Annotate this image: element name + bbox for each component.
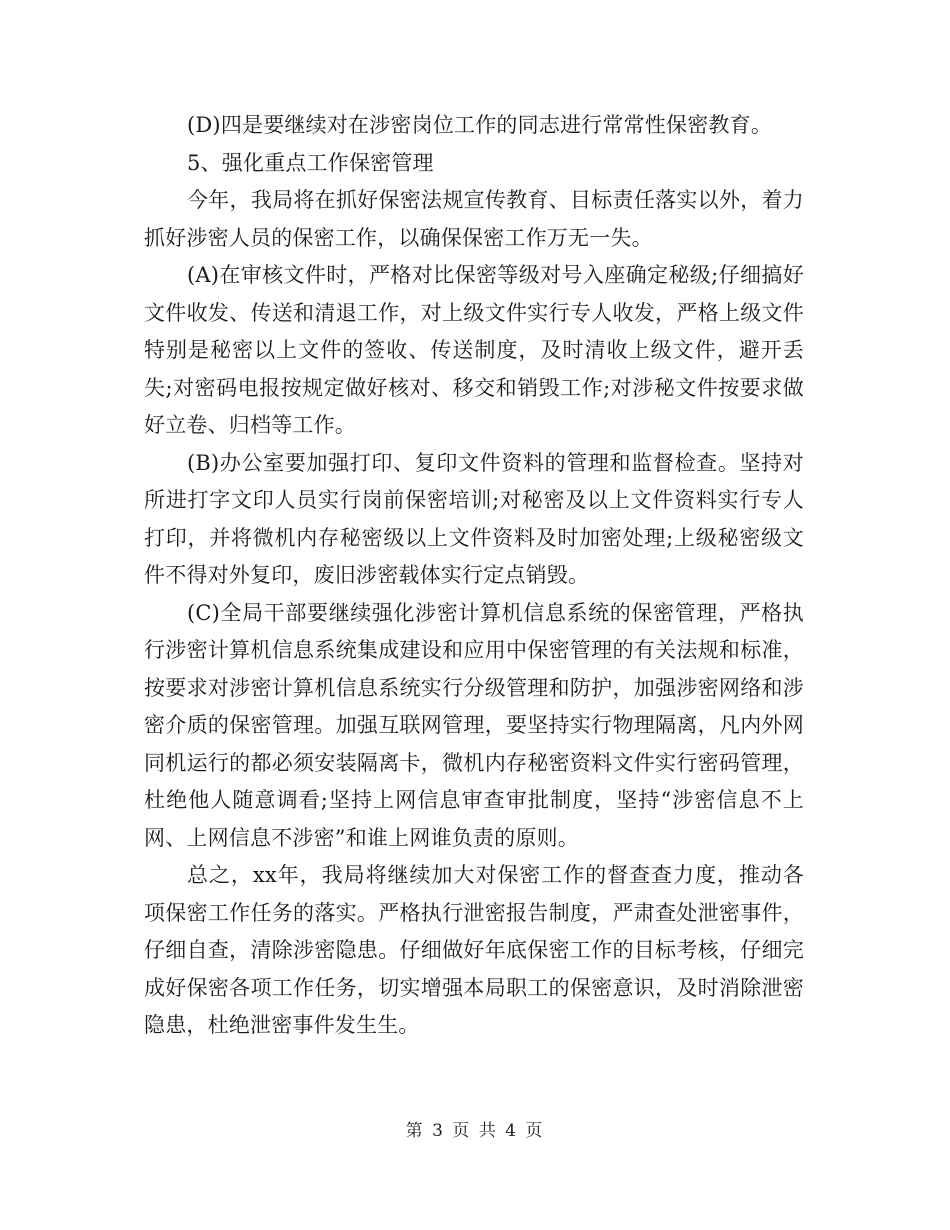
paragraph-item-a: (A)在审核文件时，严格对比保密等级对号入座确定秘级;仔细搞好文件收发、传送和清退工作，对上级文件实行专人收发，严格上级文件特别是秘密以上文件的签收、传送制度，及时清收上级文件，避开丢失;对密码电报按规定做好核对、移交和销毁工作;对涉秘文件按要求做好立卷、归档等工作。 — [144, 263, 804, 437]
page-number-footer: 第 3 页 共 4 页 — [405, 1121, 545, 1141]
document-body — [144, 107, 804, 1045]
paragraph-summary: 总之，xx年，我局将继续加大对保密工作的督查查力度，推动各项保密工作任务的落实。严格执行泄密报告制度，严肃查处泄密事件，仔细自查，清除涉密隐患。仔细做好年底保密工作的目标考核，仔细完成好保密各项工作任务，切实增强本局职工的保密意识，及时消除泄密隐患，杜绝泄密事件发生生。 — [144, 863, 804, 1037]
paragraph-item-d: (D)四是要继续对在涉密岗位工作的同志进行常常性保密教育。 — [187, 113, 773, 137]
paragraph-intro: 今年，我局将在抓好保密法规宣传教育、目标责任落实以外，着力抓好涉密人员的保密工作，以确保保密工作万无一失。 — [144, 188, 804, 250]
paragraph-item-c: (C)全局干部要继续强化涉密计算机信息系统的保密管理，严格执行涉密计算机信息系统集成建设和应用中保密管理的有关法规和标准，按要求对涉密计算机信息系统实行分级管理和防护，加强涉密网络和涉密介质的保密管理。加强互联网管理，要坚持实行物理隔离，凡内外网同机运行的都必须安装隔离卡，微机内存秘密资料文件实行密码管理，杜绝他人随意调看;坚持上网信息审查审批制度，坚持“涉密信息不上网、上网信息不涉密”和谁上网谁负责的原则。 — [144, 600, 804, 850]
paragraph-item-b: (B)办公室要加强打印、复印文件资料的管理和监督检查。坚持对所进打字文印人员实行岗前保密培训;对秘密及以上文件资料实行专人打印，并将微机内存秘密级以上文件资料及时加密处理;上级秘密级文件不得对外复印，废旧涉密载体实行定点销毁。 — [144, 450, 804, 587]
section-heading: 5、强化重点工作保密管理 — [187, 150, 434, 175]
